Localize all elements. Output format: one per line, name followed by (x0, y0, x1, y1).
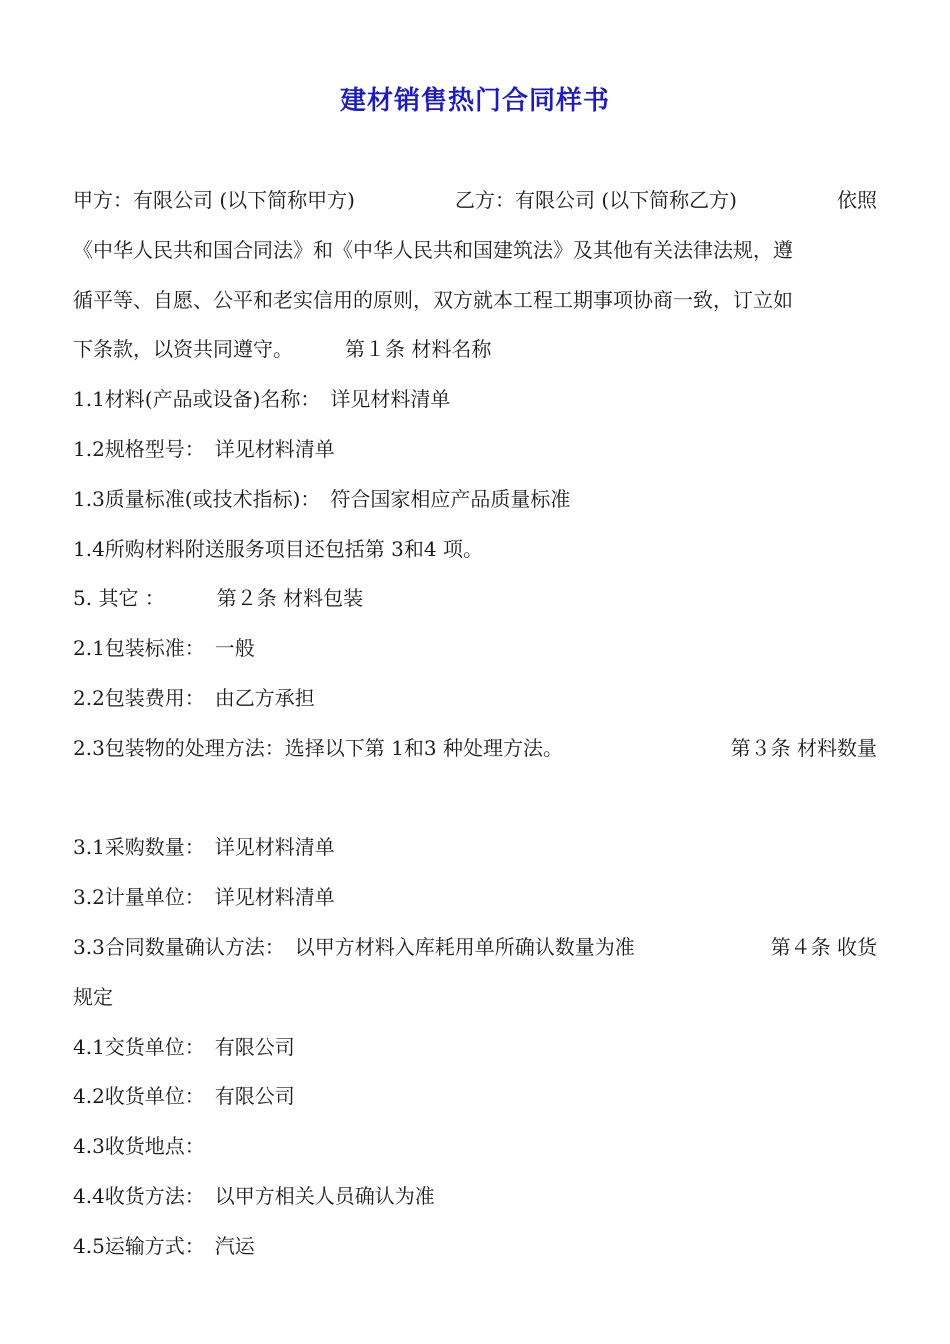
item-4-2: 4.2收货单位： 有限公司 (73, 1084, 295, 1109)
item-3-3 (73, 923, 877, 973)
item-4-3: 4.3收货地点： (73, 1134, 205, 1159)
article-3-heading: 第３条 材料数量 (730, 735, 877, 760)
party-a: 甲方：有限公司 (以下简称甲方) (73, 188, 355, 212)
item-2-1: 2.1包装标准： 一般 (73, 636, 255, 661)
blank-line (73, 774, 877, 824)
intro-line-2: 《中华人民共和国合同法》和《中华人民共和国建筑法》及其他有关法律法规，遵 (73, 237, 793, 262)
item-3-1: 3.1采购数量： 详见材料清单 (73, 835, 335, 860)
according-to: 依照 (837, 188, 877, 212)
item-4-4: 4.4收货方法： 以甲方相关人员确认为准 (73, 1183, 435, 1208)
intro-line-4-text: 下条款，以资共同遵守。 (73, 337, 293, 362)
item-2-3-text: 2.3包装物的处理方法：选择以下第 1和3 种处理方法。 (73, 735, 563, 760)
item-1-1: 1.1材料(产品或设备)名称： 详见材料清单 (73, 387, 451, 412)
item-5-text: 5. 其它 ： (73, 586, 165, 611)
intro-line-1 (73, 176, 877, 226)
item-4-5: 4.5运输方式： 汽运 (73, 1233, 255, 1258)
article-1-heading: 第１条 材料名称 (345, 337, 492, 362)
item-1-3: 1.3质量标准(或技术指标)： 符合国家相应产品质量标准 (73, 486, 571, 511)
item-3-3-continued: 规定 (73, 984, 113, 1009)
item-1-4: 1.4所购材料附送服务项目还包括第 3和4 项。 (73, 536, 483, 561)
item-3-2: 3.2计量单位： 详见材料清单 (73, 885, 335, 910)
item-3-3-text: 3.3合同数量确认方法： 以甲方材料入库耗用单所确认数量为准 (73, 934, 635, 959)
article-4-heading: 第４条 收货 (770, 934, 877, 959)
document-title: 建材销售热门合同样书 (339, 86, 610, 116)
article-2-heading: 第２条 材料包装 (216, 586, 364, 611)
contract-body (73, 176, 877, 1272)
item-2-3 (73, 724, 877, 774)
item-2-2: 2.2包装费用： 由乙方承担 (73, 685, 315, 710)
intro-line-3: 循平等、自愿、公平和老实信用的原则，双方就本工程工期事项协商一致，订立如 (73, 287, 793, 312)
item-5 (73, 574, 877, 624)
party-b: 乙方：有限公司 (以下简称乙方) (455, 188, 737, 212)
intro-line-4 (73, 325, 877, 375)
item-4-1: 4.1交货单位： 有限公司 (73, 1034, 295, 1059)
item-1-2: 1.2规格型号： 详见材料清单 (73, 436, 335, 461)
